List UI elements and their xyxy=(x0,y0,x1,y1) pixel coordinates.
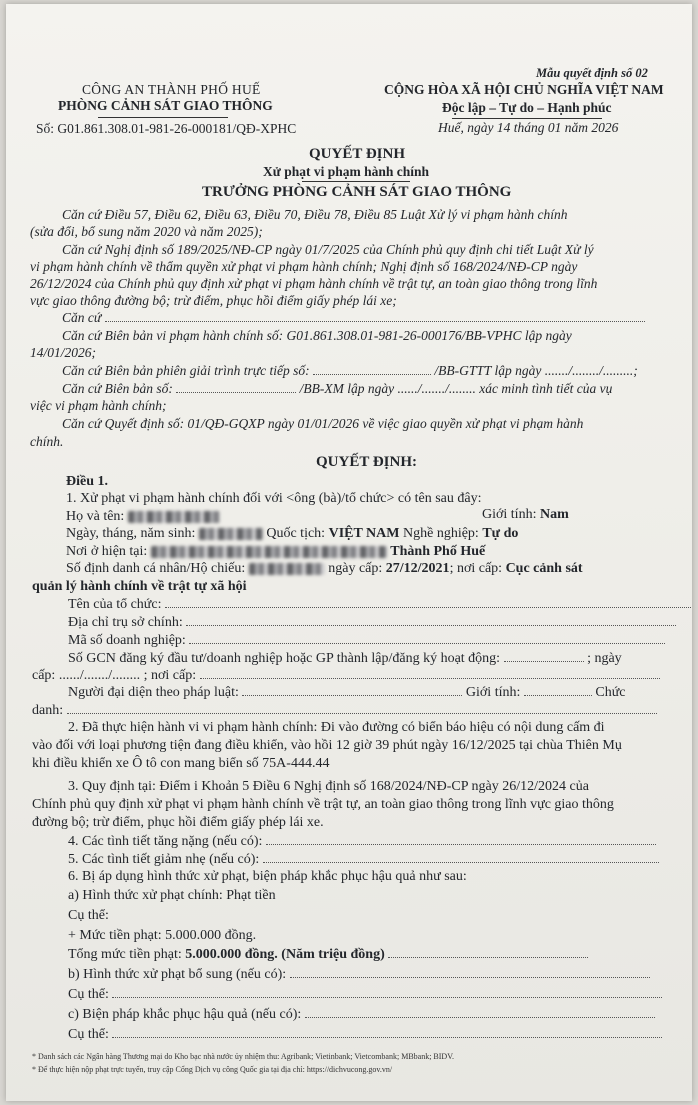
residence-label: Nơi ở hiện tại: xyxy=(66,544,148,559)
dotted-fill xyxy=(112,986,662,998)
additional-sanction-label: b) Hình thức xử phạt bổ sung (nếu có): xyxy=(68,967,287,982)
violation-line-3: khi điều khiển xe Ô tô con mang biển số 75A-444.44 xyxy=(32,756,330,771)
gcn-end: ; ngày xyxy=(587,651,622,666)
agency-underline xyxy=(98,117,228,118)
article-heading: Điều 1. xyxy=(66,474,108,489)
basis-line-5: 26/12/2024 của Chính phủ quy định xử phạt vi phạm hành chính về trật tự, an toàn giao thông trong lĩnh xyxy=(30,276,598,291)
basis-11-b: /BB-XM lập ngày xyxy=(299,381,395,396)
regulation-line-2: Chính phủ quy định xử phạt vi phạm hành chính về trật tự, an toàn giao thông trong lĩnh vực giao thông xyxy=(32,797,614,812)
dob-label: Ngày, tháng, năm sinh: xyxy=(66,526,196,541)
gcn-row xyxy=(68,650,622,667)
basis-line-12: việc vi phạm hành chính; xyxy=(30,398,167,413)
gcn-label: Số GCN đăng ký đầu tư/doanh nghiệp hoặc GP thành lập/đăng ký hoạt động: xyxy=(68,651,501,666)
org-name-label: Tên của tổ chức: xyxy=(68,597,162,612)
basis-line-9: 14/01/2026; xyxy=(30,345,96,360)
residence-row xyxy=(66,544,485,560)
place-date: Huế, ngày 14 tháng 01 năm 2026 xyxy=(438,120,619,135)
form-number: Mẫu quyết định số 02 xyxy=(536,66,648,80)
basis-10-a: Căn cứ Biên bản phiên giải trình trực tiếp số: xyxy=(62,363,310,378)
dotted-fill xyxy=(305,1006,655,1018)
national-motto: Độc lập – Tự do – Hạnh phúc xyxy=(442,100,612,115)
basis-line-7-text: Căn cứ xyxy=(62,310,102,325)
rep-title-row xyxy=(32,702,657,719)
basis-line-6: vực giao thông đường bộ; trừ điểm, phục hồi điểm giấy phép lái xe; xyxy=(30,293,397,308)
dotted-fill xyxy=(165,596,692,608)
id-place-value-2: quản lý hành chính về trật tự xã hội xyxy=(32,579,247,594)
basis-10-b: /BB-GTTT lập ngày xyxy=(434,363,542,378)
rep-title-label: Chức xyxy=(595,685,626,700)
nationality-value: VIỆT NAM xyxy=(328,526,400,541)
dotted-fill xyxy=(242,684,462,696)
regulation-line-3: đường bộ; trừ điểm, phục hồi điểm giấy phép lái xe. xyxy=(32,815,324,830)
dotted-fill xyxy=(504,650,584,662)
rep-title-label-2: danh: xyxy=(32,703,64,718)
authority-title: TRƯỞNG PHÒNG CẢNH SÁT GIAO THÔNG xyxy=(202,184,512,200)
basis-11-d: xác minh tình tiết của vụ xyxy=(479,381,613,396)
dotted-fill xyxy=(186,614,676,626)
dotted-fill xyxy=(105,310,645,322)
nationality-label: Quốc tịch: xyxy=(266,526,326,541)
mitigating-label: 5. Các tình tiết giảm nhẹ (nếu có): xyxy=(68,852,260,867)
redacted-address xyxy=(151,546,387,558)
dotted-fill xyxy=(263,851,659,863)
basis-line-2: (sửa đổi, bổ sung năm 2020 và năm 2025); xyxy=(30,224,263,239)
org-code-label: Mã số doanh nghiệp: xyxy=(68,633,186,648)
dob-row xyxy=(66,526,518,542)
basis-line-10 xyxy=(62,363,638,379)
basis-line-8: Căn cứ Biên bản vi phạm hành chính số: G01.861.308.01-981-26-000176/BB-VPHC lập ngày xyxy=(62,328,572,343)
name-label: Họ và tên: xyxy=(66,509,125,524)
cap-date: ....../......./........ xyxy=(58,668,141,683)
dotted-fill xyxy=(388,946,588,958)
basis-line-7 xyxy=(62,310,645,326)
gender-value: Nam xyxy=(539,507,569,522)
additional-detail-label: Cụ thể: xyxy=(68,987,109,1002)
basis-11-a: Căn cứ Biên bản số: xyxy=(62,381,173,396)
gender-row xyxy=(482,507,569,523)
org-code-row xyxy=(68,632,665,649)
aggravating-label: 4. Các tình tiết tăng nặng (nếu có): xyxy=(68,834,263,849)
agency-unit: PHÒNG CẢNH SÁT GIAO THÔNG xyxy=(58,98,273,113)
agency-top: CÔNG AN THÀNH PHỐ HUẾ xyxy=(82,82,261,97)
aggravating-row xyxy=(68,833,656,850)
org-address-label: Địa chỉ trụ sở chính: xyxy=(68,615,183,630)
residence-value: Thành Phố Huế xyxy=(390,544,486,559)
org-name-row xyxy=(68,596,692,613)
footnote-banks: * Danh sách các Ngân hàng Thương mại do Kho bạc nhà nước ủy nhiệm thu: Agribank; Vietinbank; Vietcombank; MBbank; BIDV. xyxy=(32,1052,454,1061)
cap-place-label: ; nơi cấp: xyxy=(143,668,197,683)
document-page xyxy=(6,4,692,1101)
violation-line-1: 2. Đã thực hiện hành vi vi phạm hành chính: Đi vào đường có biển báo hiệu có nội dung cấm đi xyxy=(68,720,605,735)
dotted-fill xyxy=(67,702,657,714)
basis-line-4: vi phạm hành chính về thẩm quyền xử phạt vi phạm hành chính; Nghị định số 168/2024/NĐ-CP ngày xyxy=(30,259,578,274)
mitigating-row xyxy=(68,851,659,868)
additional-sanction-row xyxy=(68,966,650,983)
main-sanction: a) Hình thức xử phạt chính: Phạt tiền xyxy=(68,888,276,903)
rep-gender-label: Giới tính: xyxy=(465,685,521,700)
cap-label: cấp: xyxy=(32,668,56,683)
id-row xyxy=(66,561,583,577)
dotted-fill xyxy=(290,966,650,978)
decision-subtitle: Xử phạt vi phạm hành chính xyxy=(263,164,430,179)
redacted-name xyxy=(128,511,220,523)
main-sanction-detail: Cụ thể: xyxy=(68,908,109,923)
regulation-line-1: 3. Quy định tại: Điểm i Khoản 5 Điều 6 Nghị định số 168/2024/NĐ-CP ngày 26/12/2024 của xyxy=(68,779,589,794)
total-fine-value: 5.000.000 đồng. (Năm triệu đồng) xyxy=(185,947,385,962)
rep-label: Người đại diện theo pháp luật: xyxy=(68,685,239,700)
additional-detail-row xyxy=(68,986,662,1003)
decision-number: Số: G01.861.308.01-981-26-000181/QĐ-XPHC xyxy=(36,121,297,136)
rep-row xyxy=(68,684,626,701)
redacted-dob xyxy=(199,528,263,540)
job-value: Tự do xyxy=(482,526,519,541)
decide-heading: QUYẾT ĐỊNH: xyxy=(316,454,417,470)
org-address-row xyxy=(68,614,676,631)
remedy-detail-row xyxy=(68,1026,662,1043)
dotted-fill xyxy=(189,632,665,644)
basis-line-11 xyxy=(62,381,612,397)
remedy-label: c) Biện pháp khắc phục hậu quả (nếu có): xyxy=(68,1007,302,1022)
fine-amount: + Mức tiền phạt: 5.000.000 đồng. xyxy=(68,928,257,943)
footnote-online-payment: * Để thực hiện nộp phạt trực tuyến, truy cập Cổng Dịch vụ công Quốc gia tại địa chỉ: https://dichvucong.gov.vn/ xyxy=(32,1065,393,1074)
dotted-fill xyxy=(176,381,296,393)
id-label: Số định danh cá nhân/Hộ chiếu: xyxy=(66,561,246,576)
motto-underline xyxy=(452,118,602,119)
basis-line-14: chính. xyxy=(30,434,64,449)
redacted-id xyxy=(249,563,325,575)
sanction-heading: 6. Bị áp dụng hình thức xử phạt, biện pháp khắc phục hậu quả như sau: xyxy=(68,869,467,884)
name-row xyxy=(66,509,220,525)
id-place-value-1: Cục cảnh sát xyxy=(505,561,583,576)
id-date-value: 27/12/2021 xyxy=(385,561,450,576)
dotted-fill xyxy=(266,833,656,845)
subtitle-underline xyxy=(302,181,410,182)
total-fine-row xyxy=(68,946,588,963)
violation-line-2: vào đối với loại phương tiện đang điều khiển, vào hồi 12 giờ 39 phút ngày 16/12/2025 tại chùa Thiên Mụ xyxy=(32,738,622,753)
id-place-label: ; nơi cấp: xyxy=(449,561,503,576)
basis-line-1: Căn cứ Điều 57, Điều 62, Điều 63, Điều 70, Điều 78, Điều 85 Luật Xử lý vi phạm hành chính xyxy=(62,207,568,222)
basis-11-c: ....../......./........ xyxy=(397,381,476,396)
dotted-fill xyxy=(112,1026,662,1038)
basis-line-3: Căn cứ Nghị định số 189/2025/NĐ-CP ngày 01/7/2025 của Chính phủ quy định chi tiết Luật Xử lý xyxy=(62,242,594,257)
country-name: CỘNG HÒA XÃ HỘI CHỦ NGHĨA VIỆT NAM xyxy=(384,82,664,97)
remedy-row xyxy=(68,1006,655,1023)
cap-row xyxy=(32,667,660,684)
article-p1: 1. Xử phạt vi phạm hành chính đối với <ông (bà)/tổ chức> có tên sau đây: xyxy=(66,491,482,506)
dotted-fill xyxy=(524,684,592,696)
gender-label: Giới tính: xyxy=(482,507,537,522)
dotted-fill xyxy=(313,363,431,375)
dotted-fill xyxy=(200,667,660,679)
job-label: Nghề nghiệp: xyxy=(403,526,479,541)
basis-line-13: Căn cứ Quyết định số: 01/QĐ-GQXP ngày 01/01/2026 về việc giao quyền xử phạt vi phạm hành xyxy=(62,416,584,431)
id-date-label: ngày cấp: xyxy=(328,561,383,576)
total-fine-label: Tổng mức tiền phạt: xyxy=(68,947,182,962)
basis-10-c: ......./......../.........; xyxy=(544,363,638,378)
remedy-detail-label: Cụ thể: xyxy=(68,1027,109,1042)
decision-title: QUYẾT ĐỊNH xyxy=(309,146,405,162)
